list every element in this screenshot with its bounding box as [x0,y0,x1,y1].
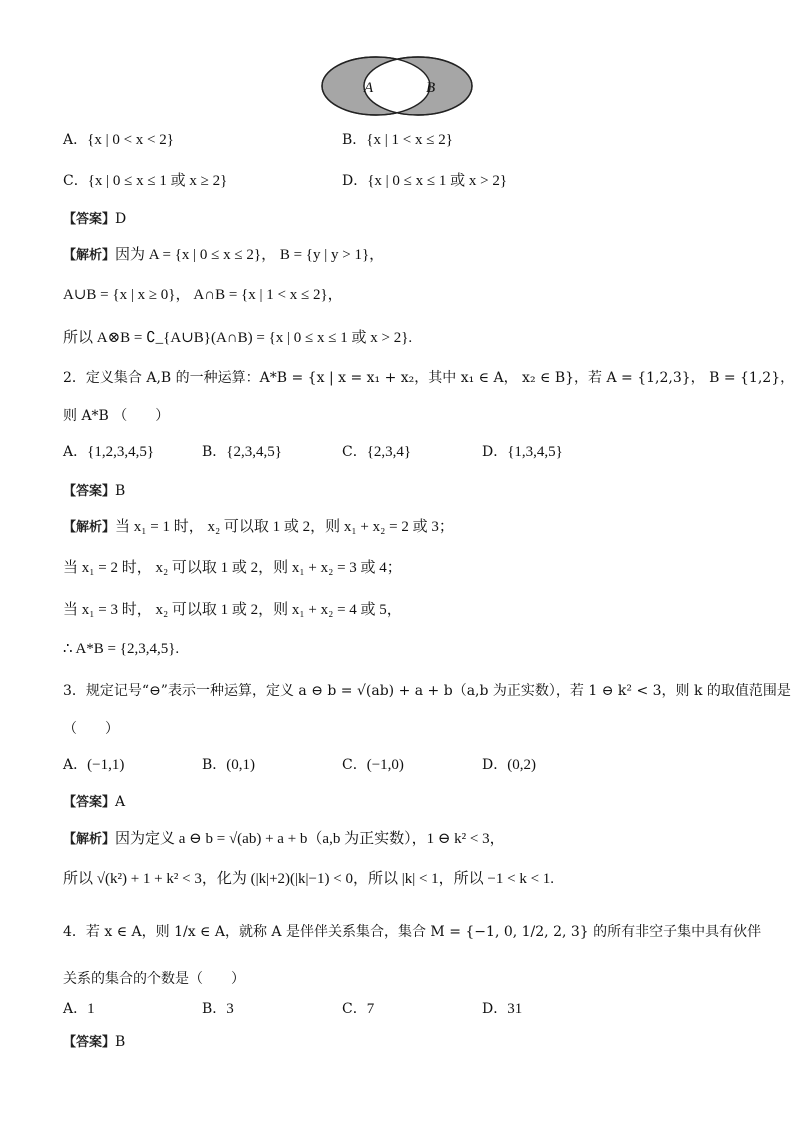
venn-label-a: A [364,80,374,96]
q1-analysis-line-1: 【解析】因为 A = {x | 0 ≤ x ≤ 2}， B = {y | y > 1}， [63,247,385,263]
q4-stem-line-2: 关系的集合的个数是（ ） [63,971,245,987]
q3-stem-line-1: 3．规定记号“⊖”表示一种运算，定义 a ⊖ b = √(ab) + a + b（a,b 为正实数），若 1 ⊖ k² < 3，则 k 的取值范围是 [63,683,791,699]
q3-option-d: D．(0,2) [482,757,536,773]
q3-answer: 【答案】A [63,794,126,810]
q2-stem-line-1: 2．定义集合 A,B 的一种运算：A*B = {x | x = x₁ + x₂，其中 x₁ ∈ A， x₂ ∈ B}，若 A = {1,2,3}， B = {1,2}， [63,370,794,386]
q2-option-c: C．{2,3,4} [342,444,412,460]
q2-analysis-line-3: 当 x₁ = 3 时， x₂ 可以取 1 或 2，则 x₁ + x₂ = 4 或 5， [63,602,402,618]
q3-stem-line-2: （ ） [63,721,119,737]
q4-option-d: D．31 [482,1001,523,1017]
q4-option-b: B．3 [202,1001,234,1017]
q2-answer: 【答案】B [63,483,126,499]
q3-option-b: B．(0,1) [202,757,256,773]
q1-option-a: A．{x | 0 < x < 2} [63,132,174,148]
q1-option-c: C．{x | 0 ≤ x ≤ 1 或 x ≥ 2} [63,173,228,189]
q1-option-d: D．{x | 0 ≤ x ≤ 1 或 x > 2} [342,173,508,189]
q3-option-a: A．(−1,1) [63,757,125,773]
q2-option-d: D．{1,3,4,5} [482,444,563,460]
q2-option-a: A．{1,2,3,4,5} [63,444,155,460]
q1-analysis-line-3: 所以 A⊗B = ∁_{A∪B}(A∩B) = {x | 0 ≤ x ≤ 1 或 x > 2}. [63,330,413,346]
q2-analysis-line-2: 当 x₁ = 2 时， x₂ 可以取 1 或 2，则 x₁ + x₂ = 3 或 4； [63,560,402,576]
q2-option-b: B．{2,3,4,5} [202,444,282,460]
q1-option-b: B．{x | 1 < x ≤ 2} [342,132,453,148]
q1-answer: 【答案】D [63,211,127,227]
venn-diagram [318,54,478,118]
venn-label-b: B [426,80,436,96]
q3-analysis-line-1: 【解析】因为定义 a ⊖ b = √(ab) + a + b（a,b 为正实数），1 ⊖ k² < 3， [63,831,505,847]
q3-option-c: C．(−1,0) [342,757,404,773]
q2-analysis-line-4: ∴ A*B = {2,3,4,5}. [63,641,180,657]
q2-analysis-line-1: 【解析】当 x₁ = 1 时， x₂ 可以取 1 或 2，则 x₁ + x₂ = 2 或 3； [63,519,454,535]
q3-analysis-line-2: 所以 √(k²) + 1 + k² < 3，化为 (|k|+2)(|k|−1) < 0，所以 |k| < 1，所以 −1 < k < 1. [63,871,555,887]
q2-stem-line-2: 则 A*B （ ） [63,408,170,424]
q4-stem-line-1: 4．若 x ∈ A，则 1/x ∈ A，就称 A 是伴伴关系集合，集合 M = {−1, 0, 1/2, 2, 3} 的所有非空子集中具有伙伴 [63,924,762,940]
q4-answer: 【答案】B [63,1034,126,1050]
q4-option-c: C．7 [342,1001,375,1017]
q4-option-a: A．1 [63,1001,95,1017]
q1-analysis-line-2: A∪B = {x | x ≥ 0}， A∩B = {x | 1 < x ≤ 2}， [63,287,343,303]
